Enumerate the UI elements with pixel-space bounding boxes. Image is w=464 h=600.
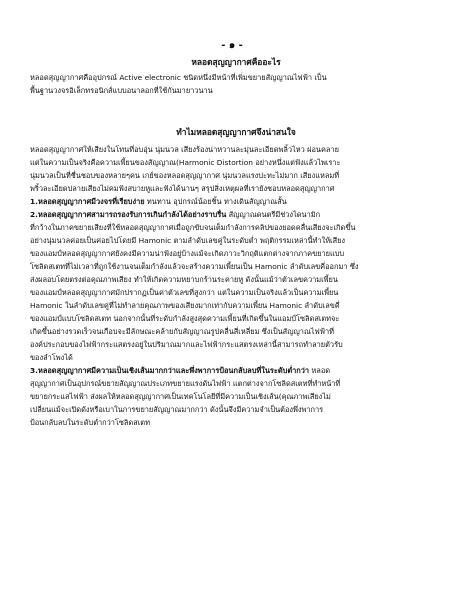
text-line: ของแอมป์แบบโซลิดสเตท นอกจากนั้นที่ระดับกำลังสูงสุดความเพี้ยนที่เกิดขึ้นในแอมป์โซลิดสเตทจะ	[30, 314, 340, 323]
text-line: ขยายกระแสไฟฟ้า ส่งผลให้หลอดสุญญากาศเป็นเทคโนโลยีที่มีความเป็นเชิงเส้น(คุณภาพเสียงไม่	[30, 392, 331, 401]
list-item-title: 2.หลอดสุญญากาศสามารถรองรับการเกินกำลังได้อย่างราบรื่น	[30, 210, 227, 219]
text-line: นุ่มนวลเป็นที่ชื่นชอบของหลายๆคน เกย์ของหลอดสุญญากาศ นุ่มนวลแรงปะทะไม่มาก เสียงแหลมที่	[30, 171, 340, 180]
text-line: สุญญากาศเป็นอุปกรณ์ขยายสัญญาณประเภทขยายแรงดันไฟฟ้า แตกต่างจากโซลิดสเตทที่ทำหน้าที่	[30, 379, 341, 388]
list-item-lead	[30, 208, 442, 221]
text-line: แต่ในความเป็นจริงคือความเพี้ยนของสัญญาณ(Harmonic Distortion อย่างหนึ่งแต่ฟังแล้วไพเราะ	[30, 158, 341, 167]
text-line: องค์ประกอบของไฟฟ้ากระแสตรงอยู่ในปริมาณมากและไฟฟ้ากระแสตรงเหล่านี้สามารถทำลายตัวรับ	[30, 340, 343, 349]
text-line: Hamonic ในลำดับเลขคู่ที่ไม่ทำลายคุณภาพของเสียงมากเท่ากับความเพี้ยน Hamonic ลำดับเลขคี่	[30, 301, 340, 310]
text-line: ของลำโพงได้	[30, 353, 73, 362]
text-line: พริ้วละเอียดปลายเสียงไม่คมฟังสบายหูและฟังได้นานๆ สรุปสิ่งเหตุผลที่เรายังชอบหลอดสุญญากาศ	[30, 184, 335, 193]
list-item-lead-text: หลอด	[309, 366, 331, 375]
text-line: ป้อนกลับลบในระดับต่ำกว่าโซลิดสเตท	[30, 418, 150, 427]
text-line: ของแอมป์หลอดสุญญากาศมักปรากฏเป็นค่าตัวเลขที่สูงกว่า แต่ในความเป็นจริงแล้วเป็นความเพี้ยน	[30, 288, 339, 297]
document-body	[30, 55, 442, 429]
list-item-2	[30, 208, 442, 364]
text-line: อย่างนุ่มนวลค่อยเป็นค่อยไปโดยมี Hamonic ตามลำดับเลขคู่ในระดับต่ำ พฤติกรรมเหล่านี้ทำให้เสียง	[30, 236, 346, 245]
text-line: เกิดขึ้นอย่างรวดเร็วจนเกือบจะมีลักษณะคล้ายกับสัญญาณรูปคลื่นสี่เหลี่ยม ซึ่งเป็นสัญญาณไฟฟ้าที่	[30, 327, 335, 336]
text-line: พื้นฐานวงจรอิเล็กทรอนิกส์แบบอนาลอกที่ใช้กันมายาวนาน	[30, 86, 213, 95]
text-line: โซลิดสเตทที่ไม่เวลาที่ถูกใช้งานจนเต็มกำลังแล้วจะสร้างความเพี้ยนเป็น Hamonic ลำดับเลขคี่ออกมา ซึ่ง	[30, 262, 359, 271]
text-line: ส่งผลอบโดยตรงต่อคุณภาพเสียง ทำให้เกิดความหยาบกร้านระคายหู ดังนั้นแม้ว่าตัวเลขความเพี้ยน	[30, 275, 338, 284]
text-line: ที่กว้างในภาคขยายเสียงที่ใช้หลอดสุญญากาศเมื่อถูกขับจนเต็มกำลังการคลิปของยอดคลื่นเสียงจะเกิดขึ้น	[30, 223, 356, 232]
page-number: - ๑ -	[221, 40, 243, 51]
text-line: หลอดสุญญากาศคืออุปกรณ์ Active electronic ชนิดหนึ่งมีหน้าที่เพิ่มขยายสัญญาณไฟฟ้า เป็น	[30, 73, 327, 82]
list-item-lead-text: ทนทาน อุปกรณ์น้อยชิ้น ทางเดินสัญญาณสั้น	[144, 197, 287, 206]
list-item-lead	[30, 195, 442, 208]
list-item-title: 3.หลอดสุญญากาศมีความเป็นเชิงเส้นมากกว่าและพึ่งพาการป้อนกลับลบที่ในระดับต่ำกว่า	[30, 366, 310, 375]
list-item-lead-text: สัญญาณดนตรีมีช่วงไดนามิก	[226, 210, 321, 219]
text-line: เปลี่ยนแม้จะเปิดดังหรือเบาในการขยายสัญญาณมากกว่า ดังนั้นจึงมีความจำเป็นต้องพึ่งพาการ	[30, 405, 324, 414]
text-line: ของแอมป์หลอดสุญญากาศยังคงมีความน่าฟังอยู่บ้างแม้จะเกิดภาวะวิกฤติแตกต่างจากภาคขยายแบบ	[30, 249, 345, 258]
list-item-lead	[30, 364, 442, 377]
list-item-3	[30, 364, 442, 429]
section-heading-what-is-vacuum-tube: หลอดสุญญากาศคืออะไร	[191, 57, 281, 67]
section-heading-why-interesting: ทำไมหลอดสุญญากาศจึงน่าสนใจ	[176, 127, 296, 137]
section2-intro-paragraph	[30, 143, 442, 195]
text-line: หลอดสุญญากาศให้เสียงในโทนที่อบอุ่น นุ่มนวล เสียงร้องน่าหวานละมุ่นละเอียดพลิ้วไหว ผ่อนคลาย	[30, 145, 339, 154]
list-item-1	[30, 195, 442, 208]
section1-paragraph	[30, 71, 442, 97]
list-item-title: 1.หลอดสุญญากาศมีวงจรที่เรียบง่าย	[30, 197, 145, 206]
